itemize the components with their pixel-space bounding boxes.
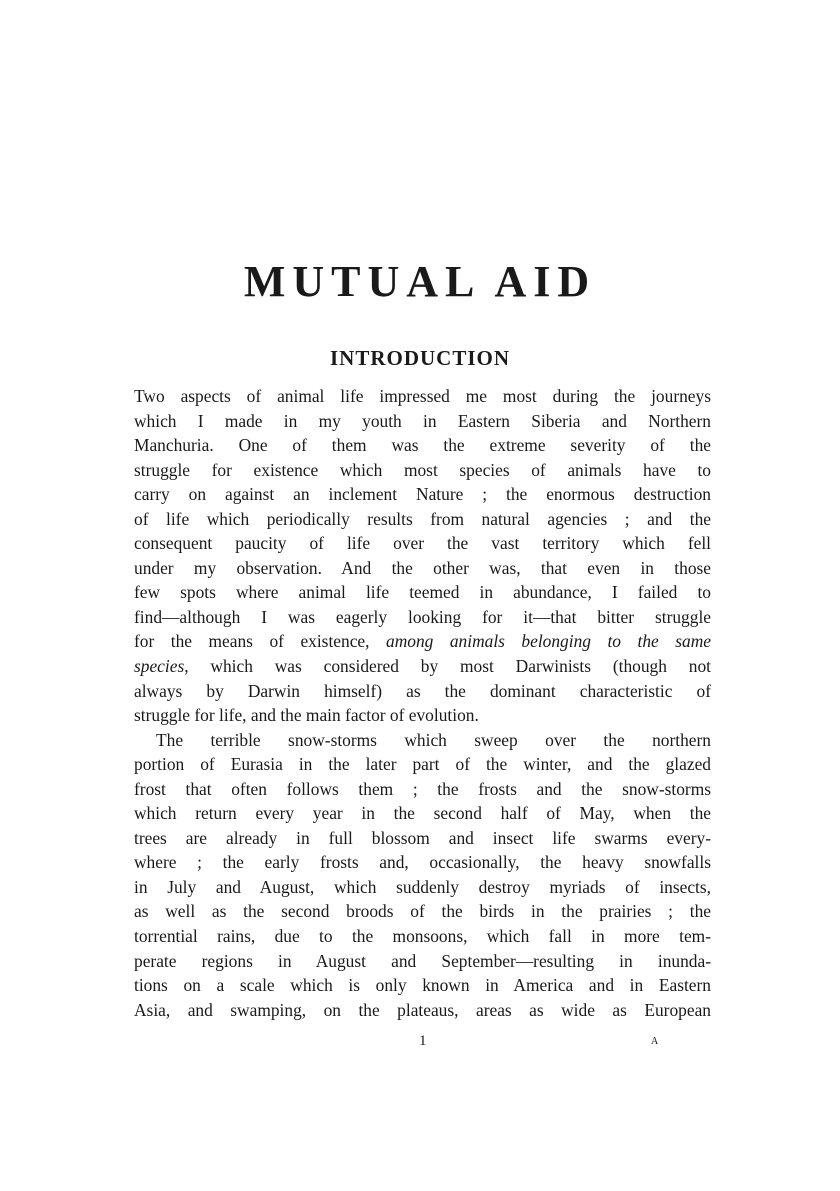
paragraph <box>134 384 711 728</box>
signature-mark: A <box>651 1036 659 1047</box>
page-number: 1 <box>419 1033 427 1049</box>
text-line: tions on a scale which is only known in America and in Eastern <box>134 975 711 996</box>
text-line: always by Darwin himself) as the dominant characteristic of <box>134 680 711 701</box>
text-line: as well as the second broods of the birds in the prairies ; the <box>134 901 711 922</box>
text-line: trees are already in full blossom and insect life swarms every- <box>134 827 711 848</box>
text-line: Manchuria. One of them was the extreme severity of the <box>134 435 711 456</box>
text-line: consequent paucity of life over the vast territory which fell <box>134 533 711 554</box>
chapter-title: INTRODUCTION <box>329 346 511 370</box>
text-run: for the means of existence, <box>134 631 386 652</box>
text-line: The terrible snow-storms which sweep over the northern <box>156 729 711 750</box>
text-line: frost that often follows them ; the frosts and the snow-storms <box>134 778 711 799</box>
text-line: of life which periodically results from natural agencies ; and the <box>134 508 711 529</box>
text-run: , which was considered by most Darwinists (though not <box>184 656 711 677</box>
text-line: carry on against an inclement Nature ; the enormous destruction <box>134 484 711 505</box>
paragraph <box>134 728 711 1023</box>
text-line: struggle for existence which most species of animals have to <box>134 459 711 480</box>
text-line: which I made in my youth in Eastern Siberia and Northern <box>134 410 711 431</box>
text-line: which return every year in the second half of May, when the <box>134 803 711 824</box>
text-line: where ; the early frosts and, occasionally, the heavy snowfalls <box>134 852 711 873</box>
text-line: portion of Eurasia in the later part of the winter, and the glazed <box>134 754 711 775</box>
text-line: perate regions in August and September—resulting in inunda- <box>134 950 711 971</box>
text-line <box>134 629 711 654</box>
italic-phrase: among animals belonging to the same <box>386 631 711 652</box>
text-line: few spots where animal life teemed in abundance, I failed to <box>134 582 711 603</box>
text-line: struggle for life, and the main factor of evolution. <box>134 705 479 726</box>
text-line <box>134 654 711 679</box>
text-line: find—although I was eagerly looking for it—that bitter struggle <box>134 606 711 627</box>
body-text <box>134 384 711 1022</box>
text-line: under my observation. And the other was, that even in those <box>134 557 711 578</box>
text-line: torrential rains, due to the monsoons, which fall in more tem- <box>134 926 711 947</box>
text-line: in July and August, which suddenly destroy myriads of insects, <box>134 876 711 897</box>
text-line: Two aspects of animal life impressed me most during the journeys <box>134 386 711 406</box>
italic-phrase: species <box>134 656 185 677</box>
text-line: Asia, and swamping, on the plateaus, areas as wide as European <box>134 999 711 1020</box>
book-title: MUTUAL AID <box>243 257 597 306</box>
